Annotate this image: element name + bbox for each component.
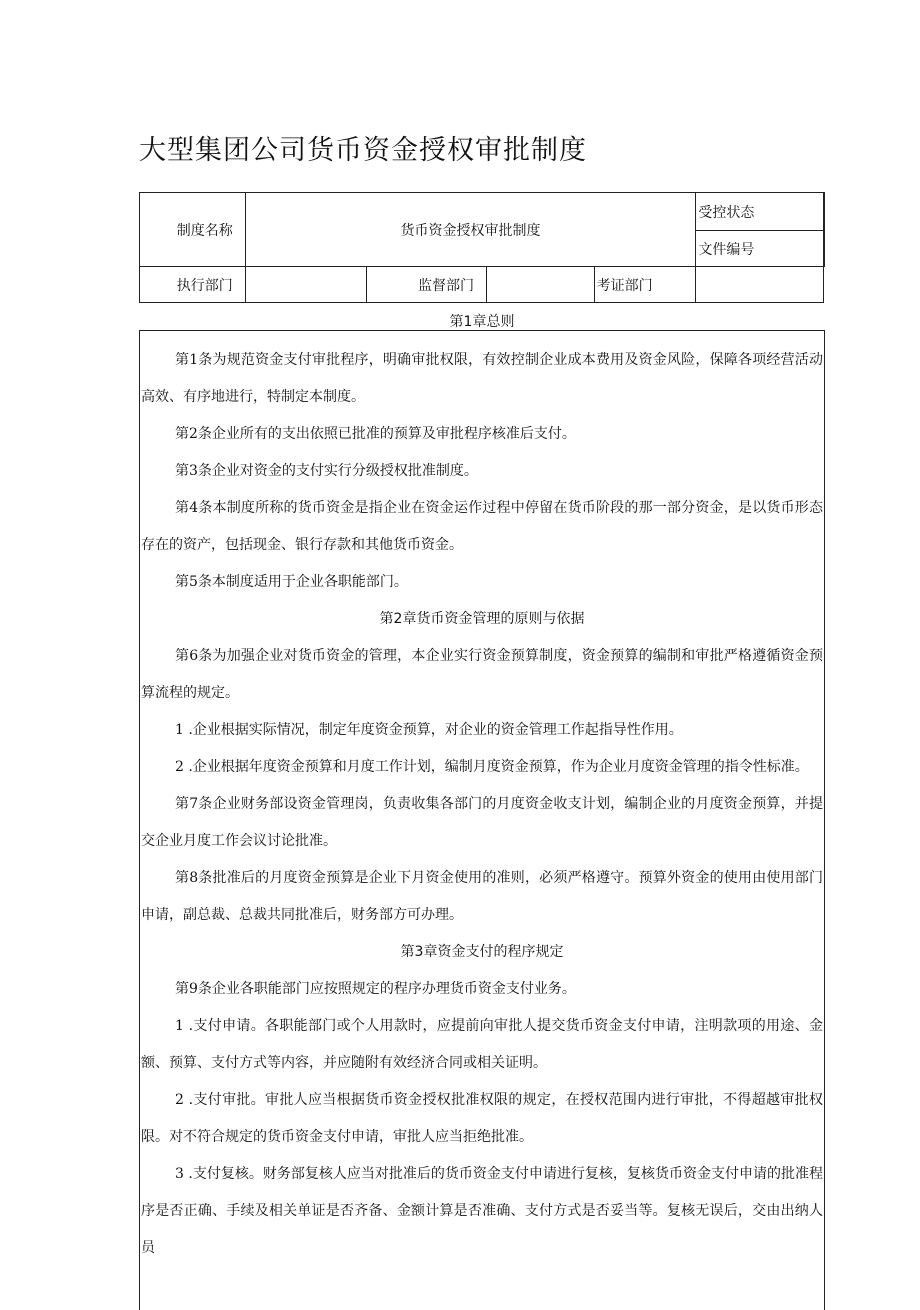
paragraph: 第2条企业所有的支出依照已批准的预算及审批程序核准后支付。 [175, 426, 576, 442]
page-title: 大型集团公司货币资金授权审批制度 [139, 135, 587, 166]
chapter-1-heading: 第1章总则 [449, 314, 515, 330]
paragraph: 第8条批准后的月度资金预算是企业下月资金使用的准则，必须严格遵守。预算外资金的使用由使用部门申请，副总裁、总裁共同批准后，财务部方可办理。 [141, 870, 823, 923]
exec-dept-label: 执行部门 [140, 267, 246, 303]
paragraph: 第4条本制度所称的货币资金是指企业在资金运作过程中停留在货币阶段的那一部分资金，是以货币形态存在的资产，包括现金、银行存款和其他货币资金。 [141, 500, 823, 553]
paragraph: 第5条本制度适用于企业各职能部门。 [175, 574, 408, 590]
paragraph: 第9条企业各职能部门应按照规定的程序办理货币资金支付业务。 [175, 981, 576, 997]
name-label: 制度名称 [140, 193, 246, 267]
paragraph: 2 .企业根据年度资金预算和月度工作计划，编制月度资金预算，作为企业月度资金管理的指令性标准。 [175, 759, 809, 775]
exam-dept-label: 考证部门 [594, 267, 696, 303]
control-status-label: 受控状态 [696, 193, 824, 231]
chapter-heading: 第2章货币资金管理的原则与依据 [379, 611, 585, 627]
header-table [139, 192, 825, 303]
paragraph: 2 .支付审批。审批人应当根据货币资金授权批准权限的规定，在授权范围内进行审批，不得超越审批权限。对不符合规定的货币资金支付申请，审批人应当拒绝批准。 [141, 1092, 823, 1145]
chapter-heading: 第3章资金支付的程序规定 [400, 944, 564, 960]
paragraph: 第7条企业财务部设资金管理岗，负责收集各部门的月度资金收支计划，编制企业的月度资金预算，并提交企业月度工作会议讨论批准。 [141, 796, 823, 849]
exam-dept-value[interactable] [696, 267, 824, 303]
paragraph: 第6条为加强企业对货币资金的管理，本企业实行资金预算制度，资金预算的编制和审批严格遵循资金预算流程的规定。 [141, 648, 823, 701]
exec-dept-value[interactable] [245, 267, 367, 303]
supervise-dept-value[interactable] [487, 267, 595, 303]
paragraph: 第3条企业对资金的支付实行分级授权批准制度。 [175, 463, 478, 479]
paragraph: 3 .支付复核。财务部复核人应当对批准后的货币资金支付申请进行复核，复核货币资金支付申请的批准程序是否正确、手续及相关单证是否齐备、金额计算是否准确、支付方式是否妥当等。复核无误后，交由出纳人员 [141, 1166, 823, 1256]
doc-no-label: 文件编号 [696, 231, 824, 267]
control-status-value[interactable] [824, 193, 825, 231]
paragraph: 第1条为规范资金支付审批程序，明确审批权限，有效控制企业成本费用及资金风险，保障各项经营活动高效、有序地进行，特制定本制度。 [141, 352, 823, 405]
name-value: 货币资金授权审批制度 [245, 193, 696, 267]
paragraph: 1 .支付申请。各职能部门或个人用款时，应提前向审批人提交货币资金支付申请，注明款项的用途、金额、预算、支付方式等内容，并应随附有效经济合同或相关证明。 [141, 1018, 823, 1071]
supervise-dept-label: 监督部门 [367, 267, 487, 303]
document-body [139, 342, 825, 1267]
paragraph: 1 .企业根据实际情况，制定年度资金预算，对企业的资金管理工作起指导性作用。 [175, 722, 683, 738]
doc-no-value[interactable] [824, 231, 825, 267]
